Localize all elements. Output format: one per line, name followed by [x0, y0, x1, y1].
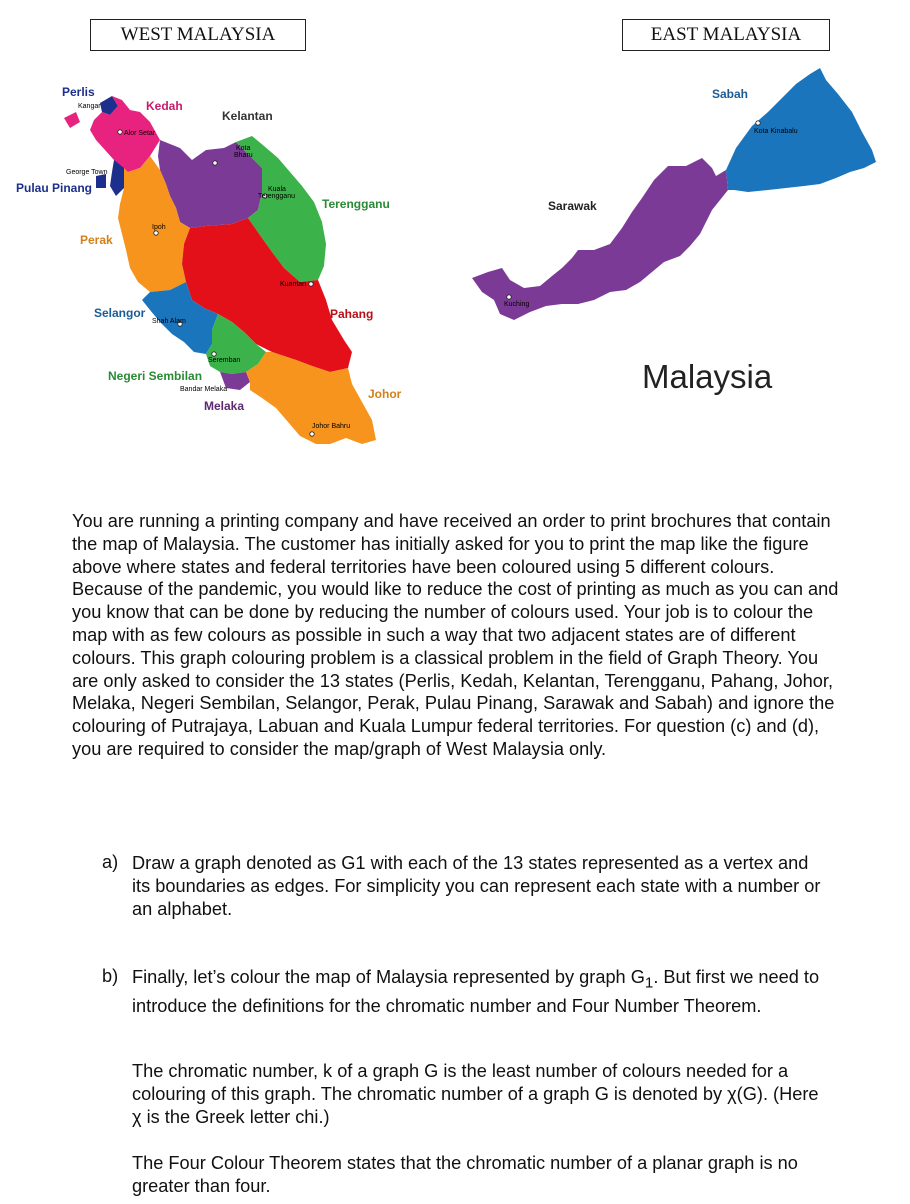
label-bandar-melaka: Bandar Melaka [180, 386, 228, 393]
question-b-subscript: 1 [644, 974, 654, 992]
label-kuantan: Kuantan [280, 281, 307, 288]
state-sabah [726, 68, 876, 192]
question-b-intro [132, 966, 822, 1018]
map-title: Malaysia [642, 358, 773, 395]
label-kota-bharu-2: Bharu [234, 152, 253, 159]
question-a-text: Draw a graph denoted as G1 with each of the 13 states represented as a vertex and its boundaries as edges. For simplicity you can represent each state with a number or an alphabet. [132, 853, 821, 919]
state-pulau-pinang-island [96, 174, 106, 188]
label-johor-bahru: Johor Bahru [312, 423, 351, 430]
label-johor: Johor [368, 387, 402, 401]
label-kuching: Kuching [504, 301, 530, 308]
label-alor-setar: Alor Setar [124, 130, 156, 137]
label-pulau-pinang: Pulau Pinang [16, 181, 93, 195]
label-george-town: George Town [66, 169, 108, 176]
state-johor [246, 352, 376, 444]
label-kota-kinabalu: Kota Kinabalu [754, 128, 798, 135]
label-ipoh: Ipoh [152, 224, 166, 231]
malaysia-map [0, 0, 910, 480]
label-shah-alam: Shah Alam [152, 318, 186, 325]
label-perlis: Perlis [62, 85, 95, 99]
label-seremban: Seremban [208, 357, 241, 364]
label-terengganu: Terengganu [322, 197, 390, 211]
label-sarawak: Sarawak [548, 199, 597, 213]
question-b-text-part2: . But first we need to introduce the definitions for the chromatic number and Four Number Theorem. [132, 967, 820, 1017]
label-kedah: Kedah [146, 99, 183, 113]
label-kuala-terengganu-2: Terengganu [258, 193, 295, 200]
east-malaysia-header: EAST MALAYSIA [622, 19, 830, 51]
label-sabah: Sabah [712, 87, 749, 101]
question-a-label: a) [102, 852, 119, 872]
state-perlis-island [64, 112, 80, 128]
label-kangar: Kangar [78, 103, 101, 110]
question-b-label: b) [102, 966, 119, 986]
label-negeri-sembilan: Negeri Sembilan [108, 369, 203, 383]
chromatic-number-definition: The chromatic number, k of a graph G is the least number of colours needed for a colouring of this graph. The chromatic number of a graph G is denoted by χ(G). (Here χ is the Greek letter chi.) [132, 1061, 819, 1127]
question-b-text-part1: Finally, let’s colour the map of Malaysia represented by graph G [132, 967, 645, 987]
label-selangor: Selangor [94, 306, 146, 320]
label-kelantan: Kelantan [222, 109, 273, 123]
label-perak: Perak [80, 233, 113, 247]
four-colour-theorem: The Four Colour Theorem states that the chromatic number of a planar graph is no greater than four. [132, 1153, 798, 1196]
label-melaka: Melaka [204, 399, 245, 413]
label-kota-bharu-1: Kota [236, 145, 251, 152]
label-kuala-terengganu-1: Kuala [268, 186, 286, 193]
intro-paragraph: You are running a printing company and have received an order to print brochures that contain the map of Malaysia. The customer has initially asked for you to print the map like the figure above where states and federal territories have been coloured using 5 different colours. Because of the pandemic, you would like to reduce the cost of printing as much as you can and you know that can be done by reducing the number of colours used. Your job is to colour the map with as few colours as possible in such a way that two adjacent states are of different colours. This graph colouring problem is a classical problem in the field of Graph Theory. You are only asked to consider the 13 states (Perlis, Kedah, Kelantan, Terengganu, Pahang, Johor, Melaka, Negeri Sembilan, Selangor, Perak, Pulau Pinang, Sarawak and Sabah) and ignore the colouring of Putrajaya, Labuan and Kuala Lumpur federal territories. For question (c) and (d), you are required to consider the map/graph of West Malaysia only. [72, 511, 839, 759]
west-malaysia-header: WEST MALAYSIA [90, 19, 306, 51]
label-pahang: Pahang [330, 307, 374, 321]
